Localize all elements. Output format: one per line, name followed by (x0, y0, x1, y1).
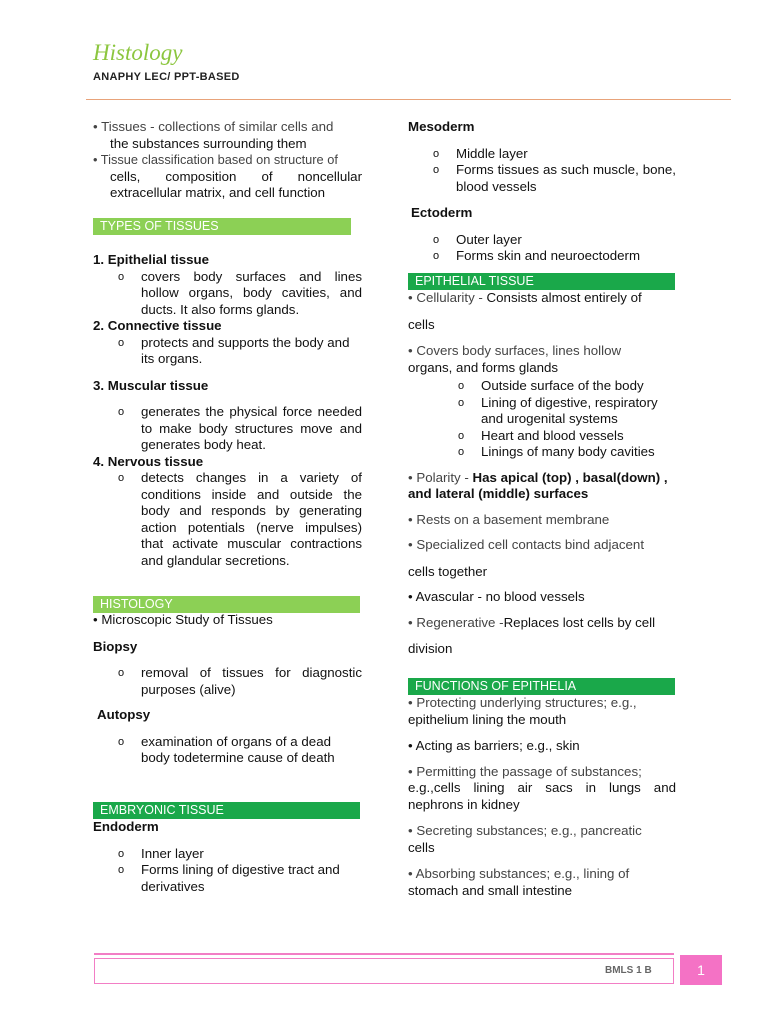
header-divider (86, 99, 731, 100)
epithelial-desc: o covers body surfaces and lines hollow organs, body cavities, and ducts. It also forms glands. (93, 269, 362, 319)
avascular-line: • Avascular - no blood vessels (408, 589, 585, 604)
footer-box (94, 958, 674, 984)
function-5-line1: • Absorbing substances; e.g., lining of (408, 866, 630, 881)
page-number: 1 (680, 955, 722, 985)
cellularity-text: Consists almost entirely of (486, 290, 642, 305)
covers-line2: organs, and forms glands (408, 359, 559, 375)
mesoderm-ectoderm-section (408, 119, 676, 265)
intro-tissues-line1: • Tissues - collections of similar cells and (93, 119, 334, 134)
endoderm-item-2: o Forms lining of digestive tract and derivatives (93, 862, 362, 895)
mesoderm-item-1: o Middle layer (408, 146, 676, 163)
cellularity-label: • Cellularity - (408, 290, 487, 305)
tissue-types-list (93, 252, 362, 569)
muscular-desc: o generates the physical force needed to make body structures move and generates body heat. (93, 404, 362, 454)
nervous-desc: o detects changes in a variety of conditions inside and outside the body and responds by generating action potentials (nerve impulses) that activate muscular contractions and glandular secretions. (93, 470, 362, 569)
polarity-line (408, 470, 676, 503)
biopsy-title: Biopsy (93, 638, 138, 654)
functions-heading: FUNCTIONS OF EPITHELIA (408, 678, 675, 695)
autopsy-desc: o examination of organs of a dead body todetermine cause of death (93, 734, 362, 767)
intro-classification-line3: extracellular matrix, and cell function (110, 185, 326, 200)
ectoderm-item-1: o Outer layer (408, 232, 676, 249)
biopsy-desc: o removal of tissues for diagnostic purposes (alive) (93, 665, 362, 698)
regenerative-label: • Regenerative - (408, 614, 504, 630)
document-subtitle: ANAPHY LEC/ PPT-BASED (93, 71, 240, 83)
ectoderm-title: Ectoderm (411, 205, 473, 220)
rests-line: • Rests on a basement membrane (408, 511, 610, 527)
muscular-title: 3. Muscular tissue (93, 377, 209, 393)
nervous-title: 4. Nervous tissue (93, 453, 204, 469)
mesoderm-title: Mesoderm (408, 119, 475, 134)
cellularity-line (408, 290, 676, 307)
autopsy-title: Autopsy (97, 707, 151, 722)
epithelial-tissue-heading: EPITHELIAL TISSUE (408, 273, 675, 290)
endoderm-item-1: o Inner layer (93, 846, 362, 863)
function-3-line1: • Permitting the passage of substances; (408, 763, 642, 779)
regenerative-text: Replaces lost cells by cell (503, 614, 656, 630)
connective-title: 2. Connective tissue (93, 318, 222, 333)
function-1-line1: • Protecting underlying structures; e.g., (408, 695, 637, 710)
cellularity-text-2: cells (408, 316, 435, 332)
histology-heading: HISTOLOGY (93, 596, 360, 613)
function-3-line2: e.g.,cells lining air sacs in lungs and nephrons in kidney (408, 780, 676, 812)
function-1-line2: epithelium lining the mouth (408, 711, 567, 727)
microscopic-study: • Microscopic Study of Tissues (93, 612, 273, 627)
specialized-line-2: cells together (408, 563, 488, 579)
function-4-line2: cells (408, 839, 435, 855)
specialized-line: • Specialized cell contacts bind adjacent (408, 537, 645, 552)
footer-divider (94, 953, 674, 955)
histology-section (93, 612, 362, 767)
location-item-2: o Lining of digestive, respiratory and urogenital systems (408, 395, 676, 428)
types-of-tissues-heading: TYPES OF TISSUES (93, 218, 351, 235)
left-column (93, 119, 362, 202)
epithelial-title: 1. Epithelial tissue (93, 252, 210, 267)
polarity-text: Has apical (top) , basal(down) , and lateral (middle) surfaces (408, 469, 668, 501)
location-item-3: o Heart and blood vessels (408, 428, 676, 445)
document-title: Histology (93, 40, 183, 65)
ectoderm-item-2: o Forms skin and neuroectoderm (408, 248, 676, 265)
endoderm-section (93, 819, 362, 895)
intro-tissues-line2: the substances surrounding them (110, 135, 307, 151)
intro-classification-line1: • Tissue classification based on structure of (93, 152, 338, 167)
footer-course: BMLS 1 B (605, 965, 652, 976)
regenerative-text-2: division (408, 641, 453, 656)
epithelial-features (408, 290, 676, 658)
location-item-1: o Outside surface of the body (408, 378, 676, 395)
intro-classification-line2: cells, composition of noncellular (110, 168, 362, 184)
mesoderm-item-2: o Forms tissues as such muscle, bone, blood vessels (408, 162, 676, 195)
function-5-line2: stomach and small intestine (408, 882, 573, 898)
location-item-4: o Linings of many body cavities (408, 444, 676, 461)
covers-line1: • Covers body surfaces, lines hollow (408, 343, 622, 358)
regenerative-line (408, 615, 676, 632)
embryonic-tissue-heading: EMBRYONIC TISSUE (93, 802, 360, 819)
endoderm-title: Endoderm (93, 819, 159, 834)
functions-list (408, 695, 676, 899)
connective-desc: o protects and supports the body and its organs. (93, 335, 362, 368)
function-4-line1: • Secreting substances; e.g., pancreatic (408, 823, 642, 838)
polarity-label: • Polarity - (408, 469, 473, 485)
function-2: • Acting as barriers; e.g., skin (408, 738, 580, 753)
